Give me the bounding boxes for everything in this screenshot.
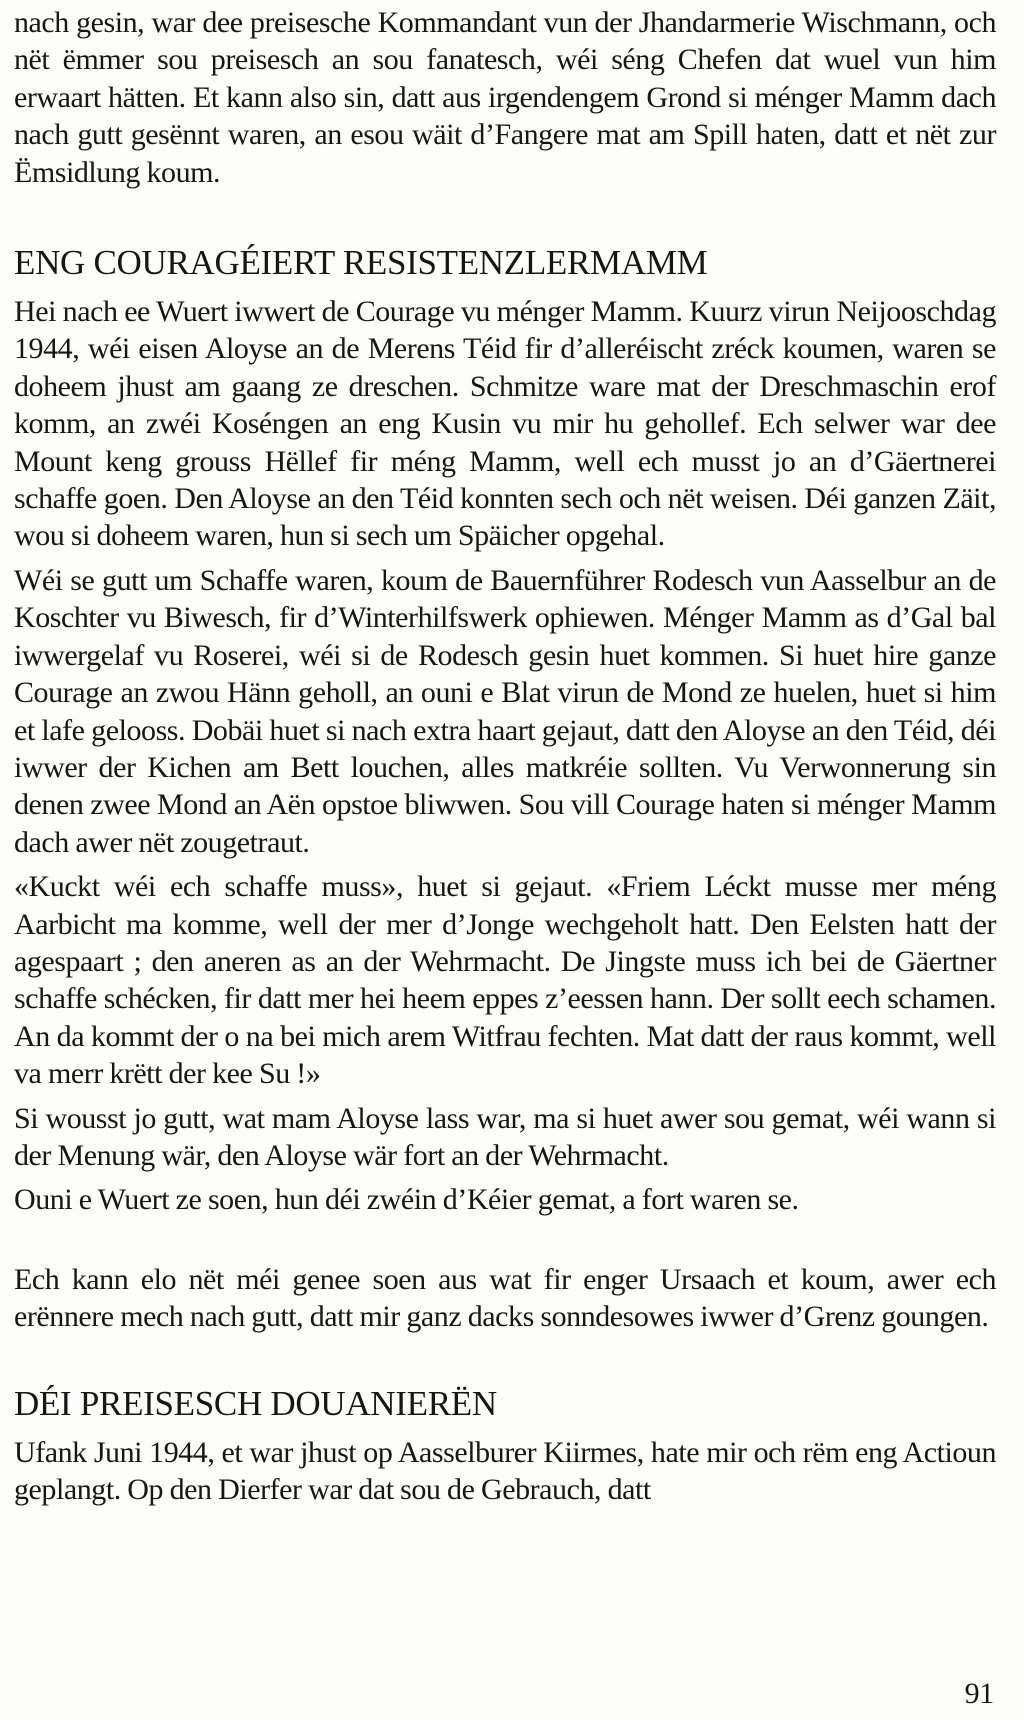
paragraph-ufank: Ufank Juni 1944, et war jhust op Aasselburer Kiirmes, hate mir och rëm eng Actioun geplangt. Op den Dierfer war dat sou de Gebrauch, datt [14,1435,996,1506]
section-heading-eng-courageiert: ENG COURAGÉIERT RESISTENZLERMAMM [14,243,708,283]
paragraph-opening: nach gesin, war dee preisesche Kommandant vun der Jhandarmerie Wischmann, och nët ëmmer sou preisesch an sou fanatesch, wéi séng Chefen dat wuel vun him erwaart hätten. Et kann also sin, datt aus irgendengem Grond si ménger Mamm dach nach gutt gesënnt waren, an esou wäit d’Fangere mat am Spill haten, datt et nët zur Ëmsidlung koum. [14,6,996,189]
paragraph-courage-intro: Hei nach ee Wuert iwwert de Courage vu ménger Mamm. Kuurz virun Neijooschdag 1944, wéi eisen Aloyse an de Merens Téid fir d’alleréischt zréck koumen, waren se doheem jhust am gaang ze dreschen. Schmitze ware mat der Dreschmaschin erof komm, an zwéi Koséngen an eng Kusin vu mir hu gehollef. Ech selwer war dee Mount keng grouss Hëllef fir méng Mamm, well ech musst jo an d’Gäertnerei schaffe goen. Den Aloyse an den Téid konnten sech och nët weisen. Déi ganzen Zäit, wou si doheem waren, hun si sech um Späicher opgehal. [14,295,996,553]
page-number: 91 [964,1677,994,1710]
paragraph-grenz: Ech kann elo nët méi genee soen aus wat fir enger Ursaach et koum, awer ech erënnere mech nach gutt, datt mir ganz dacks sonndesowes iwwer d’Grenz goungen. [14,1262,996,1334]
paragraph-quote: «Kuckt wéi ech schaffe muss», huet si gejaut. «Friem Léckt musse mer méng Aarbicht ma komme, well der mer d’Jonge wechgeholt hatt. Den Eelsten hatt der agespaart ; den aneren as an der Wehrmacht. De Jingste muss ich bei de Gäertner schaffe schécken, fir datt mer hei heem eppes z’eessen hann. Der sollt eech schamen. An da kommt der o na bei mich arem Witfrau fechten. Mat datt der raus kommt, well va merr krëtt der kee Su !» [14,870,996,1091]
paragraph-keier: Ouni e Wuert ze soen, hun déi zwéin d’Kéier gemat, a fort waren se. [14,1183,799,1217]
paragraph-rodesch: Wéi se gutt um Schaffe waren, koum de Bauernführer Rodesch vun Aasselbur an de Koschter vu Biwesch, fir d’Winterhilfswerk ophiewen. Ménger Mamm as d’Gal bal iwwergelaf vu Roserei, wéi si de Rodesch gesin huet kommen. Si huet hire ganze Courage an zwou Hänn geholl, an ouni e Blat virun de Mond ze huelen, huet si him et lafe gelooss. Dobäi huet si nach extra haart gejaut, datt den Aloyse an den Téid, déi iwwer der Kichen am Bett louchen, alles matkréie sollten. Vu Verwonnerung sin denen zwee Mond an Aën opstoe bliwwen. Sou vill Courage haten si ménger Mamm dach awer nët zougetraut. [14,563,996,859]
page-body [14,4,996,1508]
section-heading-dei-preisesch: DÉI PREISESCH DOUANIERËN [14,1383,497,1423]
paragraph-aloyse: Si wousst jo gutt, wat mam Aloyse lass war, ma si huet awer sou gemat, wéi wann si der Menung wär, den Aloyse wär fort an der Wehrmacht. [14,1101,996,1172]
